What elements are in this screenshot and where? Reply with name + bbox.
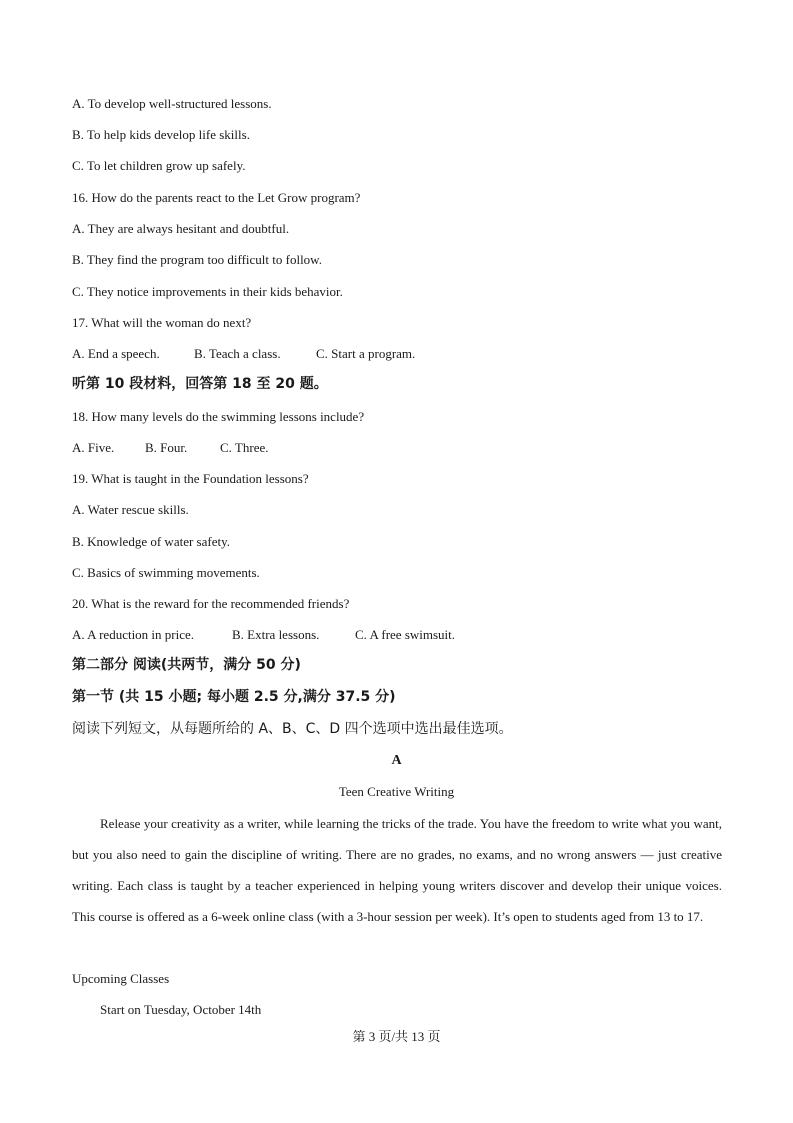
q20-question: 20. What is the reward for the recommended friends? xyxy=(72,596,350,611)
section1-heading: 第一节 (共 15 小题; 每小题 2.5 分,满分 37.5 分) xyxy=(72,689,396,705)
q18-question: 18. How many levels do the swimming lessons include? xyxy=(72,409,365,424)
q20-options xyxy=(72,627,722,643)
q19-question: 19. What is taught in the Foundation lessons? xyxy=(72,471,309,486)
q16-option-c: C. They notice improvements in their kids behavior. xyxy=(72,284,343,299)
q19-option-a: A. Water rescue skills. xyxy=(72,502,189,517)
upcoming-classes-label: Upcoming Classes xyxy=(72,971,170,986)
q16-option-b: B. They find the program too difficult to follow. xyxy=(72,252,322,267)
q20-option-b: B. Extra lessons. xyxy=(232,627,320,642)
passage-body: Release your creativity as a writer, while learning the tricks of the trade. You have the freedom to write what you want, but you also need to gain the discipline of writing. There are no grades, no exams, and no wrong answers — just creative writing. Each class is taught by a teacher experienced in helping young writers discover and develop their unique voices. This course is offered as a 6-week online class (with a 3-hour session per week). It’s open to students aged from 13 to 17. xyxy=(72,816,722,924)
section10-instruction: 听第 10 段材料，回答第 18 至 20 题。 xyxy=(72,376,328,392)
q17-option-b: B. Teach a class. xyxy=(194,346,281,361)
q18-option-b: B. Four. xyxy=(145,440,188,455)
q15-option-c: C. To let children grow up safely. xyxy=(72,158,246,173)
q18-option-c: C. Three. xyxy=(220,440,269,455)
q17-option-a: A. End a speech. xyxy=(72,346,160,361)
q19-option-b: B. Knowledge of water safety. xyxy=(72,534,230,549)
q16-question: 16. How do the parents react to the Let Grow program? xyxy=(72,190,361,205)
reading-instruction: 阅读下列短文，从每题所给的 A、B、C、D 四个选项中选出最佳选项。 xyxy=(72,721,513,737)
q17-question: 17. What will the woman do next? xyxy=(72,315,252,330)
q15-option-b: B. To help kids develop life skills. xyxy=(72,127,250,142)
part2-heading: 第二部分 阅读(共两节，满分 50 分) xyxy=(72,657,301,673)
class-start-date: Start on Tuesday, October 14th xyxy=(100,1002,262,1017)
q20-option-a: A. A reduction in price. xyxy=(72,627,195,642)
page-number: 第 3 页/共 13 页 xyxy=(352,1029,441,1044)
passage-letter: A xyxy=(391,753,402,768)
q16-option-a: A. They are always hesitant and doubtful. xyxy=(72,221,290,236)
q17-options xyxy=(72,346,722,362)
q20-option-c: C. A free swimsuit. xyxy=(355,627,456,642)
q19-option-c: C. Basics of swimming movements. xyxy=(72,565,260,580)
q15-option-a: A. To develop well-structured lessons. xyxy=(72,96,272,111)
q18-option-a: A. Five. xyxy=(72,440,115,455)
q18-options xyxy=(72,440,722,456)
q17-option-c: C. Start a program. xyxy=(316,346,416,361)
passage-title: Teen Creative Writing xyxy=(338,784,455,799)
